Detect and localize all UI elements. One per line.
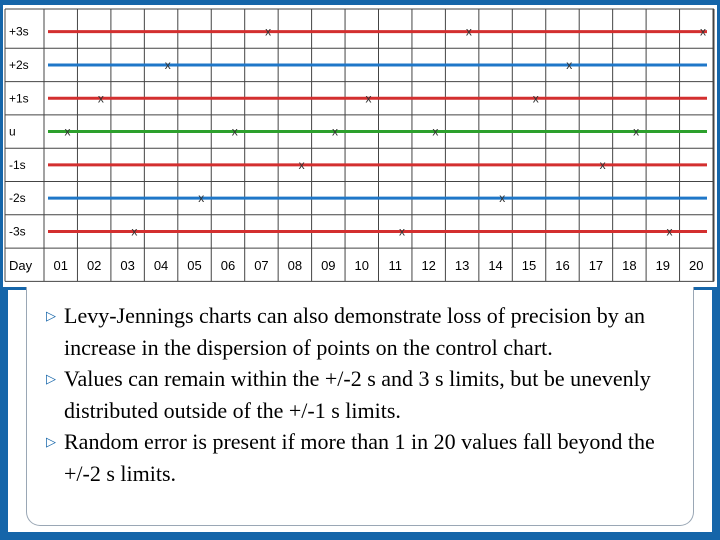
x-tick-label: 18 bbox=[622, 257, 637, 273]
x-tick-label: 13 bbox=[454, 257, 470, 273]
x-tick-label: 05 bbox=[187, 257, 202, 273]
x-tick-label: 10 bbox=[354, 257, 370, 273]
slide-frame-bottom bbox=[0, 532, 720, 540]
bullet-list bbox=[46, 300, 696, 489]
x-tick-label: 04 bbox=[153, 257, 169, 273]
y-level-label: -1s bbox=[9, 157, 26, 172]
data-point: x bbox=[599, 157, 606, 172]
data-point: x bbox=[666, 224, 673, 239]
x-tick-label: 17 bbox=[588, 257, 604, 273]
x-tick-label: 01 bbox=[53, 257, 68, 273]
hollow-arrow-bullet-icon: ▷ bbox=[46, 308, 56, 323]
y-level-label: -2s bbox=[9, 191, 26, 206]
x-tick-label: 16 bbox=[555, 257, 570, 273]
data-point: x bbox=[398, 224, 405, 239]
y-level-label: -3s bbox=[9, 224, 26, 239]
data-point: x bbox=[332, 124, 339, 139]
x-header-label: Day bbox=[9, 257, 33, 273]
bullet-text: Levy-Jennings charts can also demonstrate loss of precision by an increase in the dispersion of points on the control chart. bbox=[64, 303, 646, 360]
data-point: x bbox=[432, 124, 439, 139]
data-point: x bbox=[700, 24, 706, 39]
data-point: x bbox=[532, 91, 539, 106]
x-tick-label: 07 bbox=[254, 257, 269, 273]
x-tick-label: 03 bbox=[120, 257, 135, 273]
levey-jennings-chart bbox=[3, 5, 717, 287]
x-tick-label: 06 bbox=[220, 257, 236, 273]
bullet-item bbox=[46, 300, 696, 363]
data-point: x bbox=[97, 91, 104, 106]
x-tick-label: 08 bbox=[287, 257, 303, 273]
bullet-item bbox=[46, 426, 696, 489]
y-level-label: +3s bbox=[9, 24, 29, 39]
x-tick-label: 15 bbox=[521, 257, 537, 273]
data-point: x bbox=[365, 91, 372, 106]
data-point: x bbox=[265, 24, 272, 39]
x-tick-label: 11 bbox=[388, 257, 402, 273]
bullet-text: Values can remain within the +/-2 s and 3 s limits, but be unevenly distributed outside of the +/-1 s limits. bbox=[64, 366, 651, 423]
data-point: x bbox=[64, 124, 71, 139]
data-point: x bbox=[198, 191, 205, 206]
chart-svg bbox=[3, 5, 717, 287]
bullet-text: Random error is present if more than 1 in 20 values fall beyond the +/-2 s limits. bbox=[64, 429, 655, 486]
data-point: x bbox=[164, 57, 171, 72]
bullet-item bbox=[46, 363, 696, 426]
x-tick-label: 09 bbox=[321, 257, 336, 273]
hollow-arrow-bullet-icon: ▷ bbox=[46, 434, 56, 449]
hollow-arrow-bullet-icon: ▷ bbox=[46, 371, 56, 386]
x-tick-label: 12 bbox=[421, 257, 436, 273]
x-tick-label: 20 bbox=[689, 257, 704, 273]
y-level-label: +1s bbox=[9, 91, 29, 106]
data-point: x bbox=[566, 57, 573, 72]
data-point: x bbox=[231, 124, 238, 139]
data-point: x bbox=[298, 157, 305, 172]
data-point: x bbox=[465, 24, 472, 39]
x-tick-label: 14 bbox=[488, 257, 503, 273]
x-tick-label: 19 bbox=[655, 257, 671, 273]
data-point: x bbox=[131, 224, 138, 239]
x-tick-label: 02 bbox=[86, 257, 102, 273]
data-point: x bbox=[633, 124, 640, 139]
y-level-label: +2s bbox=[9, 57, 29, 72]
data-point: x bbox=[499, 191, 506, 206]
y-level-label: u bbox=[9, 124, 16, 139]
